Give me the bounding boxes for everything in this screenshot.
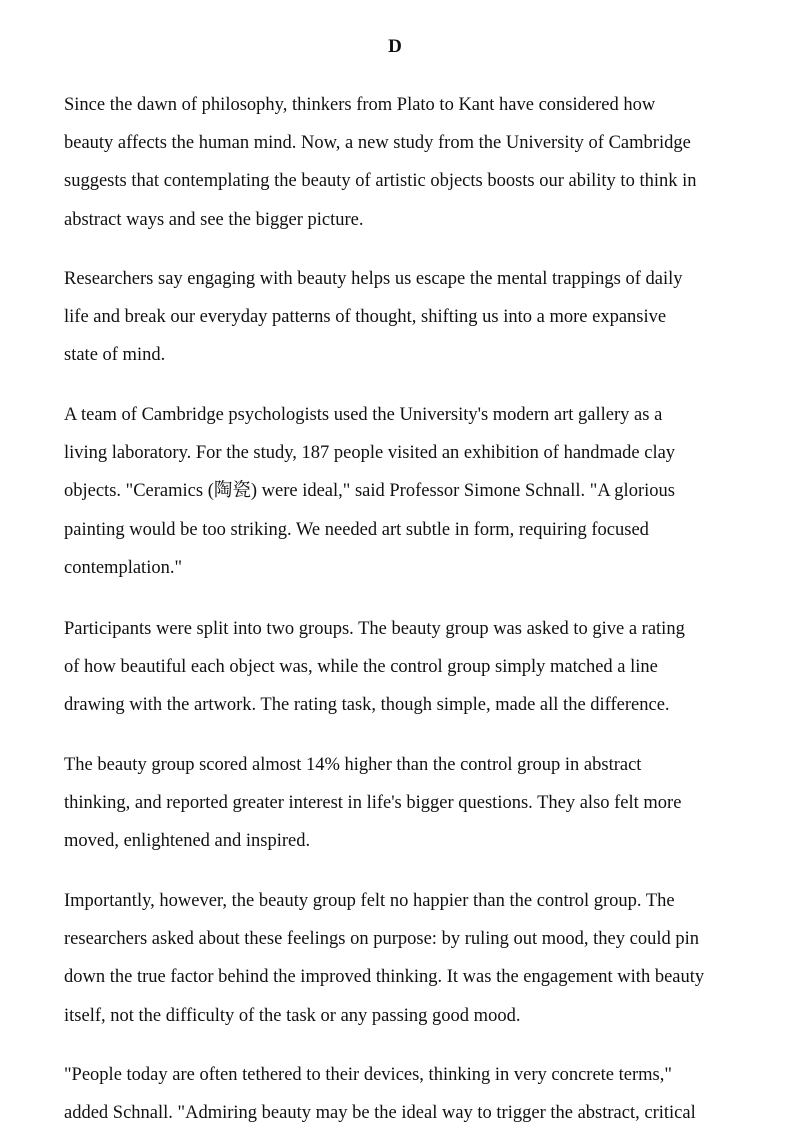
text-line: abstract ways and see the bigger picture. (64, 209, 364, 230)
text-line: of how beautiful each object was, while the control group simply matched a line (64, 657, 658, 678)
text-line: Importantly, however, the beauty group felt no happier than the control group. The (64, 891, 675, 911)
text-line: down the true factor behind the improved thinking. It was the engagement with beauty (64, 967, 705, 988)
text-line: objects. "Ceramics (陶瓷) were ideal," said Professor Simone Schnall. "A glorious (64, 481, 675, 502)
text-line: researchers asked about these feelings on purpose: by ruling out mood, they could pin (64, 929, 700, 950)
paragraph-7 (64, 1056, 696, 1132)
text-line: thinking, and reported greater interest in life's bigger questions. They also felt more (64, 793, 682, 814)
text-line: life and break our everyday patterns of thought, shifting us into a more expansive (64, 307, 667, 328)
text-line: Participants were split into two groups. The beauty group was asked to give a rating (64, 619, 685, 639)
paragraph-1 (64, 86, 697, 239)
paragraph-6 (64, 882, 704, 1035)
text-line: itself, not the difficulty of the task or any passing good mood. (64, 1005, 521, 1026)
text-line: "People today are often tethered to their devices, thinking in very concrete terms," (64, 1065, 672, 1085)
text-line: state of mind. (64, 345, 166, 366)
text-line: added Schnall. "Admiring beauty may be the ideal way to trigger the abstract, critical (64, 1103, 696, 1124)
text-line: living laboratory. For the study, 187 people visited an exhibition of handmade clay (64, 443, 676, 464)
text-line: suggests that contemplating the beauty of artistic objects boosts our ability to think in (64, 171, 697, 192)
paragraph-2 (64, 260, 683, 375)
paragraph-3 (64, 396, 675, 587)
text-line: A team of Cambridge psychologists used the University's modern art gallery as a (64, 405, 663, 425)
text-line: Since the dawn of philosophy, thinkers from Plato to Kant have considered how (64, 95, 656, 115)
paragraph-4 (64, 610, 685, 725)
text-line: beauty affects the human mind. Now, a new study from the University of Cambridge (64, 133, 691, 154)
text-line: contemplation." (64, 557, 183, 578)
paragraph-5 (64, 746, 681, 861)
text-line: Researchers say engaging with beauty helps us escape the mental trappings of daily (64, 269, 683, 289)
text-line: drawing with the artwork. The rating task, though simple, made all the difference. (64, 695, 670, 716)
text-line: The beauty group scored almost 14% higher than the control group in abstract (64, 755, 642, 775)
section-heading: D (388, 36, 402, 57)
text-line: painting would be too striking. We needed art subtle in form, requiring focused (64, 519, 649, 540)
text-line: moved, enlightened and inspired. (64, 831, 311, 852)
